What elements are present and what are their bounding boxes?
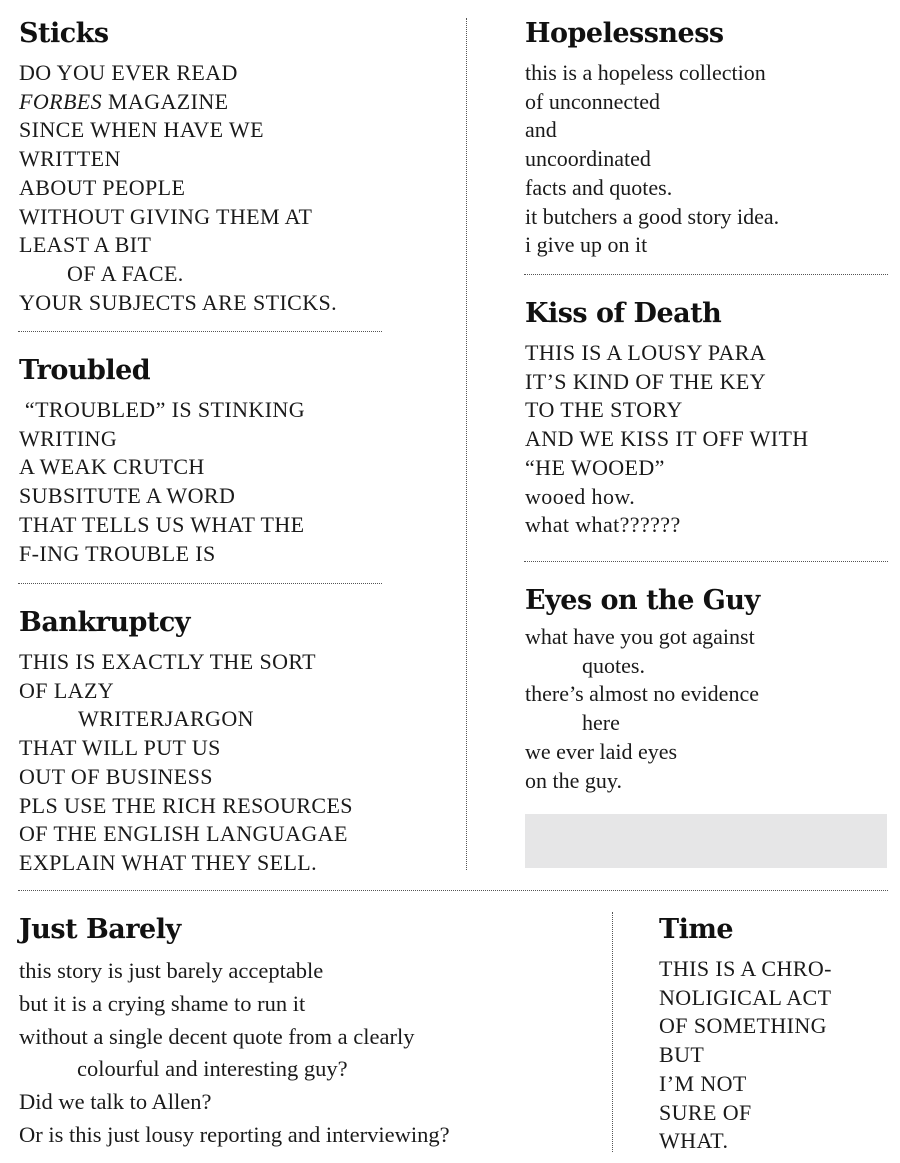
- section-kiss-of-death: [525, 298, 809, 540]
- text-line: without a single decent quote from a clearly: [19, 1023, 415, 1049]
- text-line: Or is this just lousy reporting and interviewing?: [19, 1121, 450, 1147]
- text-line: uncoordinated: [525, 146, 651, 172]
- text-line: THIS IS A CHRO-: [659, 956, 832, 981]
- kiss-of-death-text: [525, 339, 809, 540]
- section-bankruptcy: [19, 607, 353, 878]
- heading-sticks: Sticks: [19, 18, 109, 49]
- bankruptcy-text: [19, 648, 353, 878]
- text-line: this story is just barely acceptable: [19, 958, 324, 983]
- text-line: colourful and interesting guy?: [77, 1056, 348, 1082]
- eyes-on-the-guy-text: [525, 623, 760, 795]
- heading-eyes-on-the-guy: Eyes on the Guy: [525, 585, 760, 616]
- section-troubled: [19, 355, 305, 568]
- text-line: i give up on it: [525, 232, 648, 258]
- text-line: we ever laid eyes: [525, 738, 678, 764]
- text-line: ABOUT PEOPLE: [19, 174, 186, 200]
- text-line: SURE OF: [659, 1099, 752, 1125]
- heading-hopelessness: Hopelessness: [525, 18, 724, 49]
- text-line: there’s almost no evidence: [525, 681, 759, 707]
- heading-troubled: Troubled: [19, 355, 151, 386]
- text-line: and: [525, 117, 557, 143]
- text-line: [19, 88, 337, 117]
- hopelessness-text: [525, 59, 779, 260]
- text-line: on the guy.: [525, 767, 622, 793]
- text-line: BUT: [659, 1042, 705, 1068]
- column-divider-vertical: [466, 18, 467, 870]
- gray-placeholder-box: [525, 814, 887, 868]
- section-sticks: [19, 18, 337, 317]
- text-line: TO THE STORY: [525, 397, 683, 423]
- text-line: YOUR SUBJECTS ARE STICKS.: [19, 289, 338, 315]
- divider-sticks: [18, 331, 382, 332]
- divider-troubled: [18, 583, 382, 584]
- text-line: AND WE KISS IT OFF WITH: [525, 426, 809, 452]
- just-barely-text: [19, 955, 450, 1152]
- divider-hopelessness: [524, 274, 888, 275]
- divider-kiss-of-death: [524, 561, 888, 562]
- text-line: PLS USE THE RICH RESOURCES: [19, 792, 353, 818]
- section-eyes-on-the-guy: [525, 585, 760, 795]
- time-text: [659, 955, 832, 1156]
- text-line: WITHOUT GIVING THEM AT: [19, 203, 313, 229]
- text-line: DO YOU EVER READ: [19, 60, 238, 85]
- section-time: [659, 914, 832, 1156]
- heading-just-barely: Just Barely: [19, 914, 181, 945]
- text-line: quotes.: [582, 652, 645, 678]
- text-line: it butchers a good story idea.: [525, 203, 780, 229]
- text-line: OUT OF BUSINESS: [19, 763, 213, 789]
- text-line: of unconnected: [525, 88, 660, 114]
- text-line: LEAST A BIT: [19, 232, 152, 258]
- column-divider-bottom: [612, 912, 613, 1152]
- text-fragment: MAGAZINE: [102, 88, 229, 114]
- divider-full-width: [18, 890, 888, 891]
- text-line: THAT WILL PUT US: [19, 735, 221, 761]
- text-line: WRITING: [19, 425, 118, 451]
- heading-kiss-of-death: Kiss of Death: [525, 298, 722, 329]
- text-line: I’M NOT: [659, 1070, 747, 1096]
- heading-bankruptcy: Bankruptcy: [19, 607, 190, 638]
- text-line: EXPLAIN WHAT THEY SELL.: [19, 849, 318, 875]
- text-line: F-ING TROUBLE IS: [19, 540, 216, 566]
- text-line: WRITERJARGON: [78, 706, 254, 732]
- text-line: but it is a crying shame to run it: [19, 990, 306, 1016]
- section-just-barely: [19, 914, 450, 1152]
- text-line: SUBSITUTE A WORD: [19, 483, 236, 509]
- troubled-text: [19, 396, 305, 568]
- text-line: OF THE ENGLISH LANGUAGAE: [19, 821, 348, 847]
- text-line: what have you got against: [525, 624, 755, 649]
- text-line: THIS IS EXACTLY THE SORT: [19, 649, 316, 674]
- text-line: NOLIGICAL ACT: [659, 984, 832, 1010]
- text-line: “HE WOOED”: [525, 454, 665, 480]
- text-line: THIS IS A LOUSY PARA: [525, 340, 767, 365]
- text-line: OF A FACE.: [67, 260, 184, 286]
- text-line: THAT TELLS US WHAT THE: [19, 511, 305, 537]
- text-line: OF SOMETHING: [659, 1013, 827, 1039]
- text-line: Did we talk to Allen?: [19, 1089, 212, 1115]
- text-line: this is a hopeless collection: [525, 60, 766, 85]
- section-hopelessness: [525, 18, 779, 260]
- text-line: A WEAK CRUTCH: [19, 454, 205, 480]
- text-line: here: [582, 710, 620, 736]
- sticks-text: [19, 59, 337, 317]
- text-line: IT’S KIND OF THE KEY: [525, 368, 767, 394]
- text-line: WHAT.: [659, 1128, 729, 1154]
- text-line: WRITTEN: [19, 146, 121, 172]
- publication-name: FORBES: [19, 88, 103, 114]
- text-line: facts and quotes.: [525, 174, 673, 200]
- text-line: SINCE WHEN HAVE WE: [19, 117, 264, 143]
- text-line: “TROUBLED” IS STINKING: [19, 397, 305, 422]
- heading-time: Time: [659, 914, 734, 945]
- text-line: OF LAZY: [19, 677, 115, 703]
- text-line: wooed how.: [525, 483, 636, 509]
- text-line: what what??????: [525, 512, 681, 538]
